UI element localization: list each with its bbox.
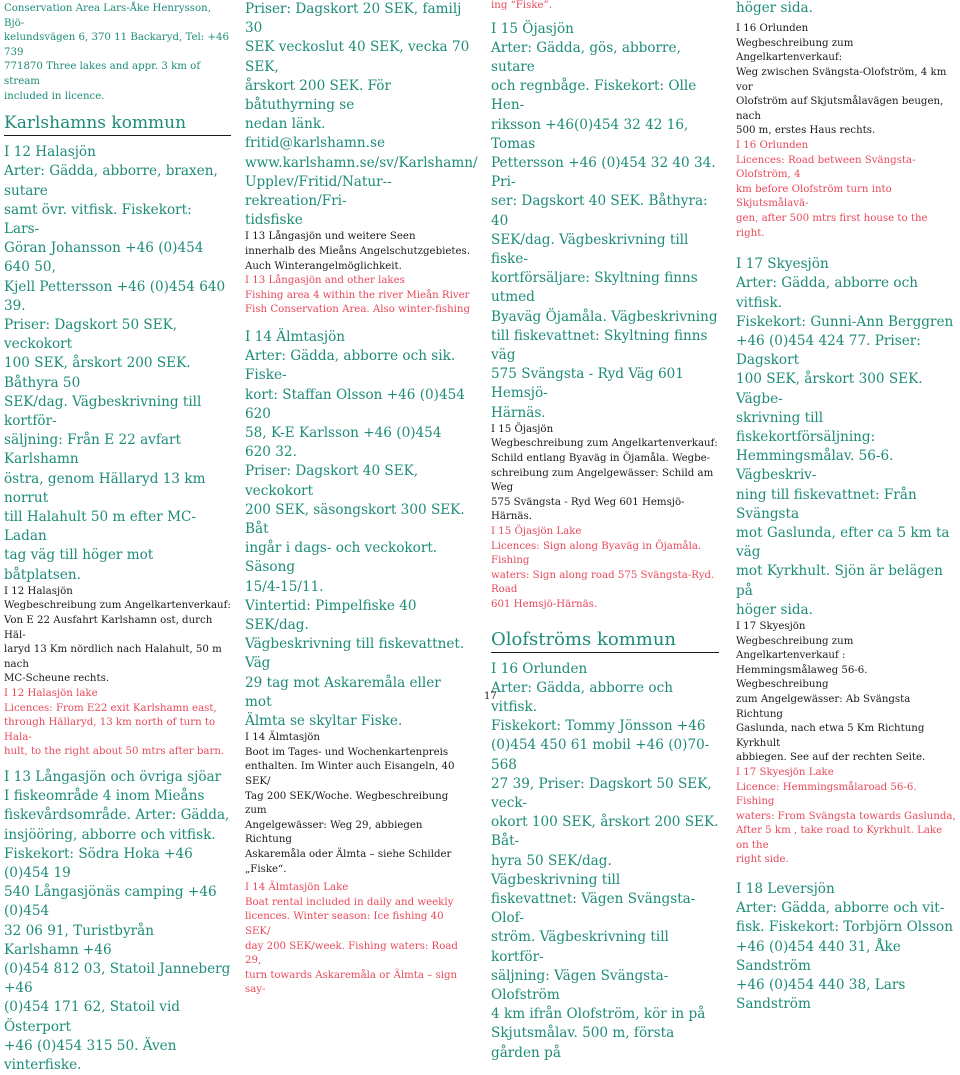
text-line: right side. [736, 854, 789, 866]
text-line: okort 100 SEK, årskort 200 SEK. Båt- [491, 814, 719, 850]
section-heading-karlshamn [4, 112, 231, 136]
text-line: och regnbåge. Fiskekort: Olle Hen- [491, 78, 697, 114]
text-line: ingår i dags- och veckokort. Säsong [245, 540, 438, 576]
text-line: Vägbeskrivning till fiskevattnet. Väg [245, 636, 465, 672]
text-line: day 200 SEK/week. Fishing waters: Road 29, [245, 940, 458, 967]
url-text: Upplev/Fritid/Natur--rekreation/Fri- [245, 173, 392, 210]
text-line: hyra 50 SEK/dag. Vägbeskrivning till [491, 852, 621, 888]
text-line: Wegbeschreibung zum Angelkartenverkauf: [4, 600, 231, 612]
text-line: waters: From Svängsta towards Gaslunda, [736, 810, 956, 822]
text-line: laryd 13 Km nördlich nach Halahult, 50 m nach [4, 644, 222, 670]
text-line: Arter: Gädda, abborre och vit- [736, 900, 945, 917]
entry-orlunden-end [736, 0, 958, 18]
text-line: I 13 Långasjön und weitere Seen [245, 231, 416, 243]
entry-langasjon [4, 768, 231, 1075]
text-line: gen, after 500 mtrs first house to the right. [736, 212, 928, 239]
entry-title: I 12 Halasjön [4, 144, 96, 161]
text-line: höger sida. [736, 601, 813, 618]
text-line: Boot im Tages- und Wochenkartenpreis [245, 746, 449, 758]
heading-text: Karlshamns kommun [4, 113, 187, 134]
text-line: kelundsvägen 6, 370 11 Backaryd, Tel: +46 739 [4, 32, 229, 58]
text-line: nedan länk. [245, 116, 326, 133]
entry-ojasjon-german [491, 423, 719, 525]
text-line: Wegbeschreibung zum Angelkartenverkauf: [736, 37, 854, 64]
entry-title: I 13 Långasjön och övriga sjöar [4, 768, 222, 785]
text-line: Skjutsmålav. 500 m, första gården på [491, 1025, 675, 1061]
text-line: I 14 Älmtasjön [245, 732, 320, 744]
entry-skyesjon [736, 255, 958, 620]
text-line: Licences: Sign along Byaväg in Öjamåla. Fishing [491, 540, 702, 567]
text-line: kort: Staffan Olsson +46 (0)454 620 [245, 386, 465, 422]
section-heading-olofstrom [491, 629, 719, 653]
entry-ojasjon-english [491, 525, 719, 613]
text-line: tag väg till höger mot båtplatsen. [4, 547, 154, 583]
text-line: Priser: Dagskort 50 SEK, veckokort [4, 316, 178, 353]
text-line: I 17 Skyesjön Lake [736, 766, 834, 778]
text-line: enthalten. Im Winter auch Eisangeln, 40 SEK/ [245, 761, 455, 788]
text-line: 540 Långasjönäs camping +46 (0)454 [4, 884, 217, 920]
text-line: 100 SEK, årskort 200 SEK. Båthyra 50 [4, 355, 191, 391]
text-line: abbiegen. See auf der rechten Seite. [736, 752, 926, 764]
text-line: kortförsäljare: Skyltning finns utmed [491, 270, 698, 306]
text-line: +46 (0)454 424 77. Priser: Dagskort [736, 332, 921, 369]
text-line: till fiskevattnet: Skyltning finns väg [491, 327, 708, 364]
text-line: Gaslunda, nach etwa 5 Km Richtung Kyrkhult [736, 723, 925, 749]
text-line: schreibung zum Angelgewässer: Schild am Weg [491, 467, 714, 494]
url-text: tidsfiske [245, 212, 303, 229]
entry-halasjon [4, 143, 231, 585]
column-1 [4, 2, 231, 1075]
text-line: Kjell Pettersson +46 (0)454 640 39. [4, 278, 226, 314]
entry-title: I 18 Leversjön [736, 881, 835, 898]
text-line: Wegbeschreibung zum Angelkartenverkauf : [736, 635, 854, 662]
page-number: 17 [484, 691, 497, 702]
text-line: Boat rental included in daily and weekly [245, 896, 454, 908]
text-line: skrivning till fiskekortförsäljning: [736, 409, 876, 445]
entry-skyesjon-german [736, 620, 958, 766]
entry-orlunden-english [736, 139, 958, 241]
text-line: I 12 Halasjön [4, 585, 73, 597]
text-line: ström. Vägbeskrivning till kortför- [491, 929, 669, 965]
text-line: Fish Conservation Area. Also winter-fishing [245, 304, 471, 316]
text-line: säljning: Vägen Svängsta-Olofström [491, 967, 669, 1004]
text-line: Von E 22 Ausfahrt Karlshamn ost, durch Häl- [4, 615, 213, 641]
text-line: Olofström auf Skjutsmålavägen beugen, nach [736, 96, 944, 122]
text-line: 601 Hemsjö-Härnäs. [491, 598, 598, 610]
text-line: Arter: Gädda, abborre och vitfisk. [736, 275, 918, 311]
text-line: Pettersson +46 (0)454 32 40 34. Pri- [491, 155, 716, 191]
text-line: till Halahult 50 m efter MC-Ladan [4, 509, 197, 545]
text-line: Vintertid: Pimpelfiske 40 SEK/dag. [245, 597, 417, 634]
entry-title: I 14 Älmtasjön [245, 329, 346, 345]
text-line: riksson +46(0)454 32 42 16, Tomas [491, 116, 689, 152]
text-line: After 5 km , take road to Kyrkhult. Lake on the [736, 825, 943, 851]
text-line: ing “Fiske”. [491, 0, 552, 11]
text-line: (0)454 171 62, Statoil vid Österport [4, 999, 181, 1035]
text-line: Byaväg Öjamåla. Vägbeskrivning [491, 308, 718, 325]
text-line: 27 39, Priser: Dagskort 50 SEK, veck- [491, 775, 712, 811]
text-line: +46 (0)454 315 50. Även vinterfiske. [4, 1037, 177, 1073]
entry-langasjon-prices [245, 0, 478, 230]
text-line: Härnäs. [491, 404, 546, 421]
text-line: MC-Scheune rechts. [4, 673, 110, 685]
text-line: Auch Winterangelmöglichkeit. [245, 260, 402, 272]
text-line: I fiskeområde 4 inom Mieåns [4, 788, 205, 805]
entry-orlunden [491, 660, 719, 1063]
text-line: Licence: Hemmingsmålaroad 56-6. Fishing [736, 781, 917, 808]
text-line: Fiskekort: Södra Hoka +46 (0)454 19 [4, 845, 193, 881]
text-line: Askaremåla oder Älmta – siehe Schilder „Fiske“. [245, 849, 452, 875]
text-line: 29 tag mot Askaremåla eller mot [245, 674, 441, 710]
text-line: (0)454 812 03, Statoil Janneberg +46 [4, 960, 231, 997]
text-line: 200 SEK, säsongskort 300 SEK. Båt [245, 501, 465, 538]
entry-langasjon-english [245, 274, 470, 318]
text-line: Licences: Road between Svängsta-Olofström, 4 [736, 154, 916, 181]
text-line: I 16 Orlunden [736, 139, 809, 151]
text-line: 58, K-E Karlsson +46 (0)454 620 32. [245, 425, 442, 461]
entry-almtasjon [245, 328, 470, 731]
text-line: zum Angelgewässer: Ab Svängsta Richtung [736, 693, 911, 720]
entry-title: I 15 Öjasjön [491, 20, 574, 37]
text-line: 32 06 91, Turistbyrån Karlshamn +46 [4, 922, 155, 958]
text-line: waters: Sign along road 575 Svängsta-Ryd. Road [491, 569, 715, 596]
url-text: www.karlshamn.se/sv/Karlshamn/ [245, 154, 478, 171]
conservation-area-text [4, 2, 231, 104]
text-line: Schild entlang Byaväg in Öjamåla. Wegbe- [491, 453, 711, 465]
entry-skyesjon-english [736, 766, 958, 868]
entry-almtasjon-english [245, 881, 470, 998]
text-line: innerhalb des Mieåns Angelschutzgebietes. [245, 246, 470, 258]
entry-title: I 16 Orlunden [491, 660, 588, 677]
text-line: I 14 Älmtasjön Lake [245, 882, 349, 894]
text-line: samt övr. vitfisk. Fiskekort: Lars- [4, 201, 192, 237]
text-line: I 12 Halasjön lake [4, 687, 98, 699]
column-3 [491, 0, 719, 1063]
text-line: Priser: Dagskort 20 SEK, familj 30 [245, 1, 462, 37]
text-line: Angelgewässer: Weg 29, abbiegen Richtung [245, 819, 423, 846]
text-line: 100 SEK, årskort 300 SEK. Vägbe- [736, 371, 923, 407]
text-line: I 15 Öjasjön [491, 423, 554, 435]
text-line: höger sida. [736, 0, 813, 16]
text-line: insjööring, abborre och vitfisk. [4, 826, 216, 843]
entry-halasjon-german [4, 585, 231, 687]
text-line: Licences: From E22 exit Karlshamn east, [4, 702, 217, 714]
text-line: SEK/dag. Vägbeskrivning till fiske- [491, 231, 689, 268]
heading-text: Olofströms kommun [491, 628, 677, 650]
email-text: fritid@karlshamn.se [245, 135, 385, 152]
entry-almtasjon-english-end [491, 0, 719, 14]
text-line: östra, genom Hällaryd 13 km norrut [4, 470, 206, 506]
text-line: säljning: Från E 22 avfart Karlshamn [4, 432, 181, 468]
text-line: I 16 Orlunden [736, 23, 809, 35]
text-line: fiskevårdsområde. Arter: Gädda, [4, 807, 230, 824]
column-2 [245, 0, 478, 998]
text-line: mot Gaslunda, efter ca 5 km ta väg [736, 524, 950, 561]
entry-almtasjon-german [245, 731, 470, 877]
text-line: fiskevattnet: Vägen Svängsta-Olof- [491, 891, 696, 927]
text-line: km before Olofström turn into Skjutsmålavä- [736, 183, 892, 210]
text-line: Weg zwischen Svängsta-Olofström, 4 km vor [736, 66, 947, 93]
text-line: 575 Svängsta - Ryd Väg 601 Hemsjö- [491, 366, 684, 402]
text-line: ning till fiskevattnet: Från Svängsta [736, 486, 917, 522]
text-line: Arter: Gädda, abborre, braxen, sutare [4, 163, 218, 199]
text-line: licences. Winter season: Ice fishing 40 SEK/ [245, 911, 444, 937]
text-line: Fiskekort: Tommy Jönsson +46 [491, 718, 706, 735]
entry-ojasjon [491, 20, 719, 423]
text-line: 15/4-15/11. [245, 578, 324, 595]
text-line: SEK/dag. Vägbeskrivning till kortför- [4, 393, 202, 429]
text-line: +46 (0)454 440 31, Åke Sandström [736, 938, 901, 974]
text-line: Fishing area 4 within the river Mieån River [245, 289, 470, 301]
text-line: årskort 200 SEK. För båtuthyrning se [245, 77, 391, 114]
text-line: Priser: Dagskort 40 SEK, veckokort [245, 463, 419, 499]
text-line: Conservation Area Lars-Åke Henrysson, Bjö- [4, 3, 211, 29]
entry-orlunden-german [736, 22, 958, 139]
text-line: Älmta se skyltar Fiske. [245, 713, 403, 730]
text-line: SEK veckoslut 40 SEK, vecka 70 SEK, [245, 39, 470, 75]
text-line: through Hällaryd, 13 km north of turn to Hala- [4, 717, 216, 743]
text-line: Arter: Gädda, gös, abborre, sutare [491, 39, 681, 75]
text-line: 500 m, erstes Haus rechts. [736, 125, 876, 137]
text-line: turn towards Askaremåla or Älmta – sign say- [245, 969, 458, 996]
text-line: Wegbeschreibung zum Angelkartenverkauf: [491, 438, 718, 450]
text-line: Tag 200 SEK/Woche. Wegbeschreibung zum [245, 790, 449, 817]
entry-halasjon-english [4, 687, 231, 760]
text-line: Hemmingsmålaweg 56-6. Wegbeschreibung [736, 664, 868, 691]
text-line: Fiskekort: Gunni-Ann Berggren [736, 313, 954, 330]
text-line: mot Kyrkhult. Sjön är belägen på [736, 563, 943, 599]
text-line: +46 (0)454 440 38, Lars Sandström [736, 977, 906, 1013]
text-line: 575 Svängsta - Ryd Weg 601 Hemsjö-Härnäs. [491, 496, 685, 523]
entry-leversjon [736, 880, 958, 1014]
text-line: I 17 Skyesjön [736, 620, 806, 632]
text-line: fisk. Fiskekort: Torbjörn Olsson [736, 919, 953, 936]
text-line: hult, to the right about 50 mtrs after barn. [4, 746, 225, 758]
text-line: Arter: Gädda, abborre och sik. Fiske- [245, 348, 456, 384]
text-line: ser: Dagskort 40 SEK. Båthyra: 40 [491, 193, 708, 229]
text-line: 771870 Three lakes and appr. 3 km of stream [4, 61, 201, 87]
text-line: I 13 Långasjön and other lakes [245, 275, 405, 287]
text-line: included in licence. [4, 90, 105, 102]
text-line: I 15 Öjasjön Lake [491, 526, 582, 538]
entry-langasjon-german [245, 230, 470, 274]
text-line: Hemmingsmålav. 56-6. Vägbeskriv- [736, 448, 894, 484]
entry-title: I 17 Skyesjön [736, 256, 829, 273]
column-4 [736, 0, 958, 1014]
text-line: 4 km ifrån Olofström, kör in på [491, 1006, 706, 1023]
text-line: (0)454 450 61 mobil +46 (0)70-568 [491, 737, 710, 773]
text-line: Arter: Gädda, abborre och vitfisk. [491, 679, 673, 715]
text-line: Göran Johansson +46 (0)454 640 50, [4, 240, 204, 276]
